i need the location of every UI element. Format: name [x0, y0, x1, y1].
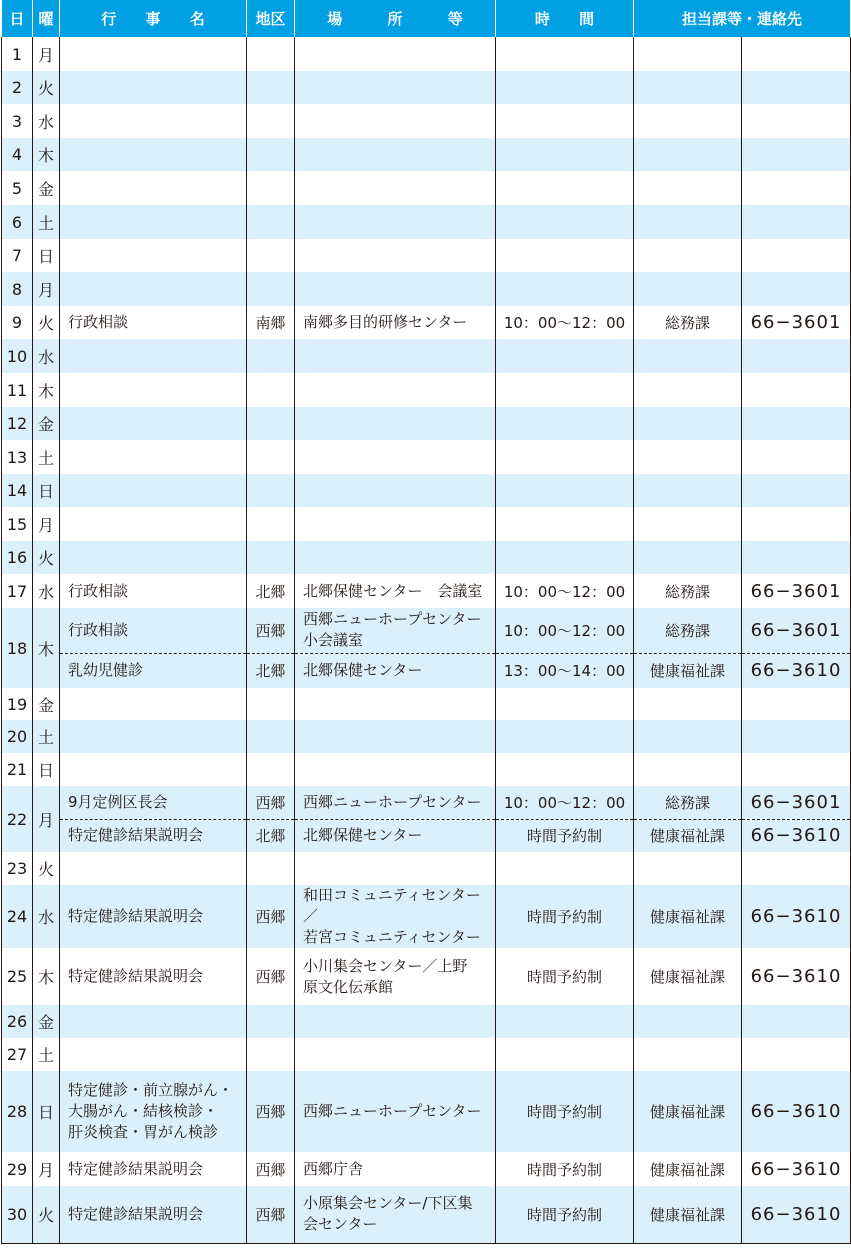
place-cell [295, 688, 496, 720]
place-cell: 西郷ニューホープセンター 小会議室 [295, 608, 496, 653]
department-cell [634, 239, 742, 272]
time-cell [496, 753, 634, 786]
phone-cell [742, 373, 851, 407]
place-cell: 小原集会センター/下区集 会センター [295, 1186, 496, 1243]
place-cell: 北郷保健センター [295, 819, 496, 852]
day-cell: 11 [2, 373, 33, 407]
day-cell: 25 [2, 948, 33, 1005]
phone-cell [742, 720, 851, 753]
department-cell [634, 205, 742, 239]
table-row [2, 948, 851, 1005]
event-name-cell [60, 1005, 247, 1038]
event-name-cell: 特定健診結果説明会 [60, 885, 247, 948]
area-cell [247, 104, 295, 138]
table-row [2, 720, 851, 753]
event-name-cell: 行政相談 [60, 608, 247, 653]
place-cell [295, 440, 496, 474]
table-row [2, 407, 851, 440]
event-name-cell: 9月定例区長会 [60, 786, 247, 819]
place-cell [295, 37, 496, 71]
department-cell [634, 104, 742, 138]
weekday-cell: 日 [33, 1071, 60, 1152]
phone-cell: 66−3610 [742, 1186, 851, 1243]
table-row [2, 608, 851, 653]
phone-cell [742, 104, 851, 138]
event-name-cell [60, 71, 247, 104]
table-row [2, 1071, 851, 1152]
weekday-cell: 月 [33, 1152, 60, 1186]
weekday-cell: 日 [33, 239, 60, 272]
place-cell [295, 507, 496, 541]
area-cell: 西郷 [247, 1186, 295, 1243]
phone-cell [742, 37, 851, 71]
table-row [2, 1038, 851, 1071]
time-cell [496, 71, 634, 104]
table-row [2, 786, 851, 819]
day-cell: 2 [2, 71, 33, 104]
event-name-cell: 特定健診結果説明会 [60, 819, 247, 852]
time-cell: 13：00～14：00 [496, 653, 634, 688]
phone-cell: 66−3610 [742, 885, 851, 948]
department-cell [634, 753, 742, 786]
time-cell [496, 720, 634, 753]
area-cell [247, 507, 295, 541]
area-cell [247, 37, 295, 71]
header-day: 日 [2, 0, 33, 37]
table-row [2, 574, 851, 608]
phone-cell: 66−3610 [742, 948, 851, 1005]
department-cell: 健康福祉課 [634, 653, 742, 688]
weekday-cell: 金 [33, 171, 60, 205]
phone-cell [742, 440, 851, 474]
event-name-cell: 乳幼児健診 [60, 653, 247, 688]
table-row [2, 1186, 851, 1243]
place-cell [295, 205, 496, 239]
department-cell [634, 138, 742, 171]
department-cell [634, 440, 742, 474]
weekday-cell: 日 [33, 753, 60, 786]
place-cell [295, 1005, 496, 1038]
table-row [2, 440, 851, 474]
day-cell: 1 [2, 37, 33, 71]
department-cell: 総務課 [634, 608, 742, 653]
event-name-cell [60, 753, 247, 786]
table-row [2, 373, 851, 407]
table-row [2, 1005, 851, 1038]
table-row [2, 653, 851, 688]
day-cell: 9 [2, 306, 33, 339]
time-cell [496, 339, 634, 373]
time-cell [496, 239, 634, 272]
table-row [2, 507, 851, 541]
weekday-cell: 金 [33, 407, 60, 440]
event-name-cell [60, 407, 247, 440]
time-cell: 10：00～12：00 [496, 574, 634, 608]
department-cell [634, 339, 742, 373]
phone-cell: 66−3610 [742, 653, 851, 688]
weekday-cell: 水 [33, 574, 60, 608]
day-cell: 22 [2, 786, 33, 852]
department-cell [634, 37, 742, 71]
weekday-cell: 月 [33, 272, 60, 306]
department-cell: 健康福祉課 [634, 948, 742, 1005]
place-cell [295, 339, 496, 373]
area-cell [247, 720, 295, 753]
phone-cell [742, 407, 851, 440]
day-cell: 8 [2, 272, 33, 306]
area-cell [247, 239, 295, 272]
area-cell: 北郷 [247, 574, 295, 608]
phone-cell [742, 138, 851, 171]
day-cell: 12 [2, 407, 33, 440]
place-cell: 北郷保健センター [295, 653, 496, 688]
table-row [2, 71, 851, 104]
time-cell [496, 507, 634, 541]
header-time: 時 間 [496, 0, 634, 37]
table-row [2, 753, 851, 786]
place-cell: 西郷ニューホープセンター [295, 1071, 496, 1152]
department-cell [634, 171, 742, 205]
weekday-cell: 水 [33, 339, 60, 373]
day-cell: 3 [2, 104, 33, 138]
place-cell [295, 138, 496, 171]
place-cell: 西郷庁舎 [295, 1152, 496, 1186]
day-cell: 5 [2, 171, 33, 205]
phone-cell [742, 474, 851, 507]
phone-cell: 66−3601 [742, 574, 851, 608]
event-name-cell [60, 373, 247, 407]
time-cell: 時間予約制 [496, 1071, 634, 1152]
area-cell [247, 339, 295, 373]
area-cell: 北郷 [247, 653, 295, 688]
area-cell: 西郷 [247, 1152, 295, 1186]
day-cell: 19 [2, 688, 33, 720]
event-name-cell [60, 474, 247, 507]
day-cell: 29 [2, 1152, 33, 1186]
time-cell: 時間予約制 [496, 948, 634, 1005]
department-cell: 健康福祉課 [634, 1071, 742, 1152]
place-cell: 和田コミュニティセンター／ 若宮コミュニティセンター [295, 885, 496, 948]
time-cell [496, 373, 634, 407]
area-cell [247, 373, 295, 407]
weekday-cell: 火 [33, 71, 60, 104]
weekday-cell: 火 [33, 1186, 60, 1243]
time-cell [496, 1005, 634, 1038]
weekday-cell: 土 [33, 720, 60, 753]
event-name-cell: 特定健診結果説明会 [60, 1152, 247, 1186]
department-cell [634, 507, 742, 541]
table-row [2, 541, 851, 574]
table-row [2, 819, 851, 852]
event-name-cell: 特定健診結果説明会 [60, 1186, 247, 1243]
department-cell [634, 688, 742, 720]
time-cell: 時間予約制 [496, 819, 634, 852]
phone-cell [742, 239, 851, 272]
event-name-cell [60, 720, 247, 753]
place-cell: 北郷保健センター 会議室 [295, 574, 496, 608]
place-cell [295, 104, 496, 138]
place-cell: 小川集会センター／上野 原文化伝承館 [295, 948, 496, 1005]
event-name-cell: 行政相談 [60, 306, 247, 339]
phone-cell [742, 171, 851, 205]
time-cell [496, 272, 634, 306]
area-cell [247, 1038, 295, 1071]
place-cell [295, 171, 496, 205]
table-row [2, 37, 851, 71]
event-name-cell [60, 507, 247, 541]
time-cell: 10：00～12：00 [496, 608, 634, 653]
department-cell [634, 71, 742, 104]
table-row [2, 171, 851, 205]
weekday-cell: 水 [33, 104, 60, 138]
event-name-cell [60, 1038, 247, 1071]
weekday-cell: 金 [33, 688, 60, 720]
department-cell [634, 1005, 742, 1038]
department-cell: 総務課 [634, 786, 742, 819]
day-cell: 30 [2, 1186, 33, 1243]
event-name-cell: 行政相談 [60, 574, 247, 608]
department-cell: 健康福祉課 [634, 1186, 742, 1243]
department-cell: 健康福祉課 [634, 885, 742, 948]
place-cell [295, 407, 496, 440]
event-name-cell [60, 205, 247, 239]
department-cell [634, 373, 742, 407]
area-cell: 西郷 [247, 1071, 295, 1152]
department-cell: 健康福祉課 [634, 1152, 742, 1186]
event-name-cell [60, 541, 247, 574]
weekday-cell: 水 [33, 885, 60, 948]
place-cell [295, 71, 496, 104]
table-row [2, 339, 851, 373]
place-cell [295, 239, 496, 272]
phone-cell [742, 272, 851, 306]
department-cell [634, 720, 742, 753]
area-cell: 西郷 [247, 885, 295, 948]
day-cell: 4 [2, 138, 33, 171]
phone-cell: 66−3601 [742, 306, 851, 339]
area-cell [247, 688, 295, 720]
day-cell: 18 [2, 608, 33, 688]
day-cell: 16 [2, 541, 33, 574]
weekday-cell: 火 [33, 306, 60, 339]
phone-cell [742, 541, 851, 574]
day-cell: 7 [2, 239, 33, 272]
event-name-cell [60, 138, 247, 171]
day-cell: 6 [2, 205, 33, 239]
place-cell [295, 753, 496, 786]
area-cell [247, 171, 295, 205]
day-cell: 14 [2, 474, 33, 507]
place-cell [295, 541, 496, 574]
department-cell [634, 1038, 742, 1071]
event-name-cell [60, 440, 247, 474]
table-row [2, 272, 851, 306]
time-cell [496, 205, 634, 239]
table-row [2, 885, 851, 948]
time-cell [496, 104, 634, 138]
day-cell: 15 [2, 507, 33, 541]
time-cell: 時間予約制 [496, 885, 634, 948]
phone-cell [742, 1005, 851, 1038]
phone-cell: 66−3610 [742, 1152, 851, 1186]
weekday-cell: 月 [33, 786, 60, 852]
table-row [2, 138, 851, 171]
table-row [2, 1152, 851, 1186]
department-cell: 健康福祉課 [634, 819, 742, 852]
time-cell: 時間予約制 [496, 1186, 634, 1243]
place-cell [295, 1038, 496, 1071]
event-name-cell [60, 171, 247, 205]
day-cell: 21 [2, 753, 33, 786]
event-name-cell [60, 239, 247, 272]
area-cell: 南郷 [247, 306, 295, 339]
table-row [2, 688, 851, 720]
weekday-cell: 日 [33, 474, 60, 507]
area-cell: 西郷 [247, 786, 295, 819]
weekday-cell: 月 [33, 507, 60, 541]
area-cell [247, 71, 295, 104]
table-row [2, 474, 851, 507]
weekday-cell: 木 [33, 373, 60, 407]
place-cell [295, 720, 496, 753]
header-weekday: 曜 [33, 0, 60, 37]
area-cell [247, 1005, 295, 1038]
area-cell [247, 474, 295, 507]
area-cell [247, 138, 295, 171]
place-cell [295, 373, 496, 407]
event-name-cell [60, 272, 247, 306]
day-cell: 20 [2, 720, 33, 753]
department-cell [634, 474, 742, 507]
place-cell: 西郷ニューホープセンター [295, 786, 496, 819]
weekday-cell: 土 [33, 205, 60, 239]
phone-cell [742, 339, 851, 373]
event-name-cell [60, 852, 247, 885]
time-cell [496, 852, 634, 885]
day-cell: 17 [2, 574, 33, 608]
phone-cell: 66−3601 [742, 608, 851, 653]
phone-cell [742, 688, 851, 720]
department-cell [634, 541, 742, 574]
time-cell [496, 407, 634, 440]
place-cell [295, 272, 496, 306]
phone-cell [742, 71, 851, 104]
department-cell [634, 272, 742, 306]
time-cell [496, 1038, 634, 1071]
event-name-cell [60, 104, 247, 138]
time-cell: 10：00～12：00 [496, 786, 634, 819]
area-cell: 西郷 [247, 948, 295, 1005]
event-name-cell: 特定健診・前立腺がん・ 大腸がん・結核検診・ 肝炎検査・胃がん検診 [60, 1071, 247, 1152]
header-row [2, 0, 851, 37]
phone-cell [742, 205, 851, 239]
area-cell [247, 852, 295, 885]
day-cell: 10 [2, 339, 33, 373]
weekday-cell: 土 [33, 440, 60, 474]
department-cell [634, 407, 742, 440]
header-area: 地区 [247, 0, 295, 37]
day-cell: 28 [2, 1071, 33, 1152]
header-place: 場 所 等 [295, 0, 496, 37]
time-cell [496, 37, 634, 71]
area-cell [247, 541, 295, 574]
department-cell: 総務課 [634, 306, 742, 339]
weekday-cell: 火 [33, 852, 60, 885]
area-cell [247, 440, 295, 474]
time-cell [496, 541, 634, 574]
header-contact: 担当課等・連絡先 [634, 0, 851, 37]
weekday-cell: 木 [33, 948, 60, 1005]
day-cell: 23 [2, 852, 33, 885]
day-cell: 27 [2, 1038, 33, 1071]
phone-cell: 66−3610 [742, 819, 851, 852]
weekday-cell: 土 [33, 1038, 60, 1071]
weekday-cell: 木 [33, 608, 60, 688]
weekday-cell: 月 [33, 37, 60, 71]
time-cell: 時間予約制 [496, 1152, 634, 1186]
time-cell: 10：00～12：00 [496, 306, 634, 339]
event-name-cell [60, 339, 247, 373]
day-cell: 26 [2, 1005, 33, 1038]
place-cell: 南郷多目的研修センター [295, 306, 496, 339]
table-row [2, 205, 851, 239]
phone-cell [742, 852, 851, 885]
phone-cell [742, 507, 851, 541]
area-cell [247, 407, 295, 440]
weekday-cell: 木 [33, 138, 60, 171]
calendar-body [2, 37, 851, 1243]
phone-cell [742, 1038, 851, 1071]
area-cell: 北郷 [247, 819, 295, 852]
phone-cell: 66−3601 [742, 786, 851, 819]
table-row [2, 104, 851, 138]
table-row [2, 239, 851, 272]
time-cell [496, 440, 634, 474]
phone-cell: 66−3610 [742, 1071, 851, 1152]
header-event-name: 行 事 名 [60, 0, 247, 37]
weekday-cell: 金 [33, 1005, 60, 1038]
place-cell [295, 852, 496, 885]
event-calendar-table [1, 0, 851, 1244]
area-cell [247, 205, 295, 239]
day-cell: 13 [2, 440, 33, 474]
day-cell: 24 [2, 885, 33, 948]
table-row [2, 306, 851, 339]
area-cell [247, 272, 295, 306]
time-cell [496, 171, 634, 205]
time-cell [496, 474, 634, 507]
phone-cell [742, 753, 851, 786]
weekday-cell: 火 [33, 541, 60, 574]
time-cell [496, 688, 634, 720]
area-cell: 西郷 [247, 608, 295, 653]
area-cell [247, 753, 295, 786]
place-cell [295, 474, 496, 507]
department-cell: 総務課 [634, 574, 742, 608]
event-name-cell: 特定健診結果説明会 [60, 948, 247, 1005]
time-cell [496, 138, 634, 171]
department-cell [634, 852, 742, 885]
event-name-cell [60, 37, 247, 71]
table-row [2, 852, 851, 885]
event-name-cell [60, 688, 247, 720]
